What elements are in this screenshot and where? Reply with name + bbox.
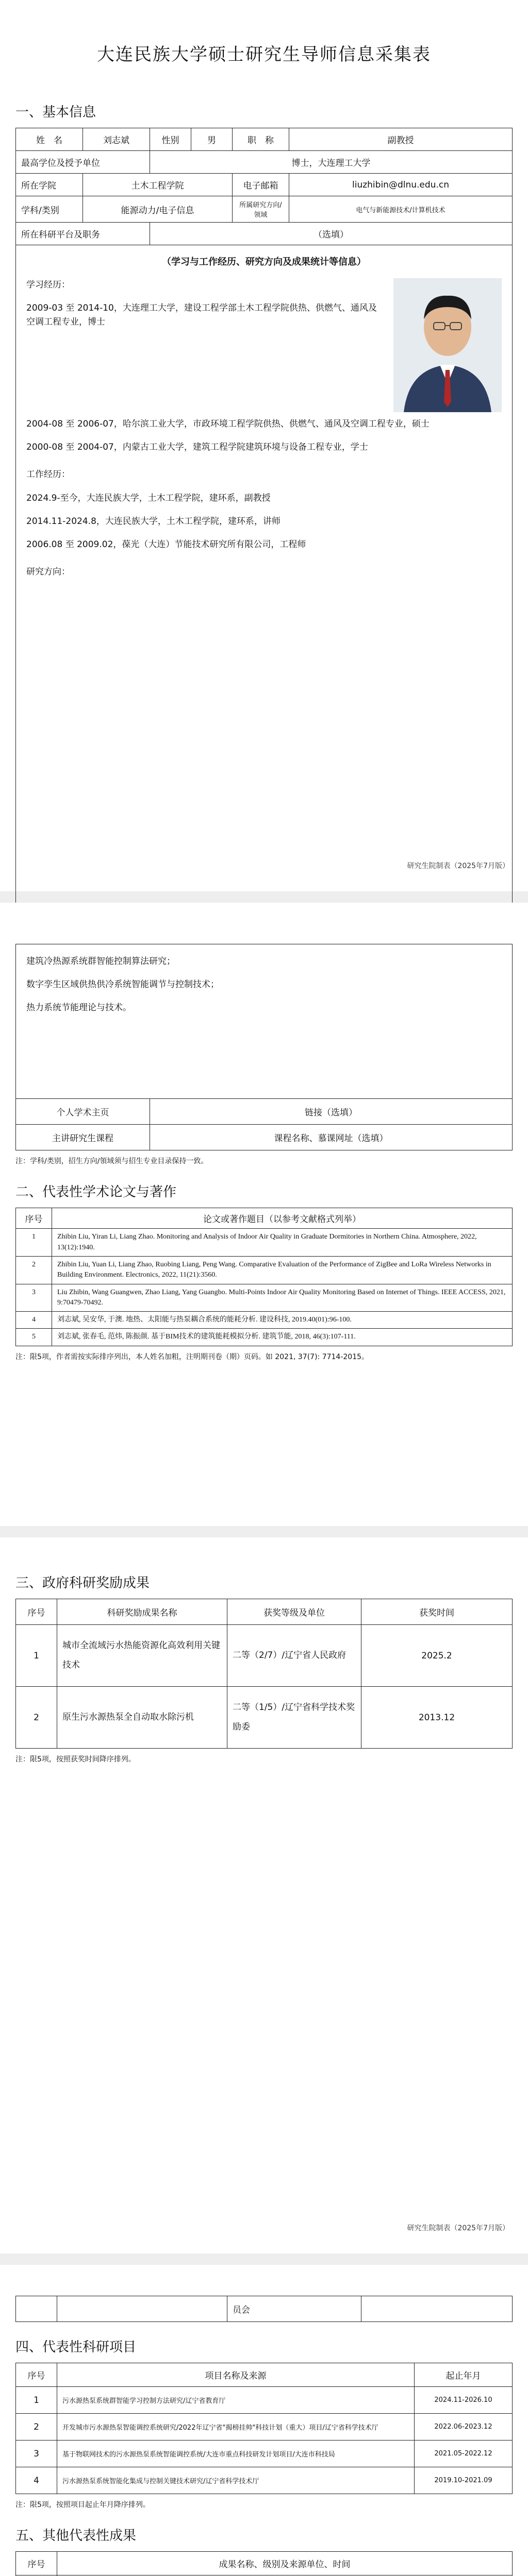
title-value: 副教授 — [289, 128, 513, 151]
awards-table — [15, 1599, 513, 1749]
page-2 — [0, 903, 528, 1526]
paper-index: 2 — [16, 1256, 52, 1284]
awards-col-name: 科研奖励成果名称 — [57, 1599, 227, 1625]
research-item: 数字孪生区域供热供冷系统智能调节与控制技术； — [26, 979, 219, 990]
homepage-table — [15, 1098, 513, 1150]
college-label: 所在学院 — [16, 174, 83, 196]
subject-value: 能源动力/电子信息 — [83, 196, 233, 223]
title-label: 职 称 — [233, 128, 289, 151]
name-label: 姓 名 — [16, 128, 83, 151]
award-time: 2025.2 — [361, 1625, 513, 1687]
team-value: （选填） — [150, 223, 513, 245]
paper-index: 4 — [16, 1312, 52, 1329]
gender-value: 男 — [191, 128, 233, 151]
paper-index: 5 — [16, 1329, 52, 1346]
page-1 — [0, 0, 528, 891]
paper-citation: 刘志斌, 张春毛, 范炜, 陈振颜. 基于BIM技术的建筑能耗模拟分析. 建筑节能, 2018, 46(3):107-111. — [52, 1329, 513, 1346]
grant-time: 2024.11-2026.10 — [415, 2387, 513, 2414]
grants-col-index: 序号 — [16, 2363, 57, 2387]
section-others: 五、其他代表性成果 — [15, 2528, 137, 2544]
awards-col-index: 序号 — [16, 1599, 57, 1625]
homepage-label: 个人学术主页 — [16, 1099, 150, 1125]
edu-item: 2009-03 至 2014-10，大连理工大学，建设工程学部土木工程学院供热、供燃气、通风及空调工程专业，博士 — [26, 303, 377, 328]
paper-citation: Zhibin Liu, Yiran Li, Liang Zhao. Monitoring and Analysis of Indoor Air Quality in Graduate Dormitories in Northern China. Atmosphere, 2022, 13(12):1940. — [52, 1229, 513, 1257]
document-title: 大连民族大学硕士研究生导师信息采集表 — [97, 44, 431, 65]
work-item: 2024.9-至今，大连民族大学，土木工程学院，建环系，副教授 — [26, 493, 271, 503]
grant-name: 污水源热泵系统群智能学习控制方法研究/辽宁省教育厅 — [57, 2387, 415, 2414]
email-value: liuzhibin@dlnu.edu.cn — [289, 174, 513, 196]
paper-citation: 刘志斌, 吴安华, 于澳. 地热、太阳能与热泵耦合系统的能耗分析. 建设科技, 2019.40(01):96-100. — [52, 1312, 513, 1329]
grant-time: 2021.05-2022.12 — [415, 2441, 513, 2467]
others-col-name: 成果名称、级别及来源单位、时间 — [57, 2552, 513, 2575]
gender-label: 性别 — [150, 128, 191, 151]
email-label: 电子邮箱 — [233, 174, 289, 196]
field-label: 所属研究方向/领域 — [233, 196, 289, 223]
paper-index: 3 — [16, 1284, 52, 1312]
work-item: 2014.11-2024.8，大连民族大学，土木工程学院，建环系，讲师 — [26, 516, 280, 527]
grant-name: 基于物联网技术的污水源热泵系统智能调控系统/大连市重点科技研发计划项目/大连市科技局 — [57, 2441, 415, 2467]
basic-info-table — [15, 128, 513, 910]
grants-note: 注：限5项，按照项目起止年月降序排列。 — [15, 2501, 150, 2509]
research-continued — [15, 944, 513, 1099]
awards-col-time: 获奖时间 — [361, 1599, 513, 1625]
page-footer: 研究生院制表（2025年7月版） — [407, 2224, 509, 2232]
award-index: 1 — [16, 1625, 57, 1687]
homepage-note: 注：学科/类别，招生方向/領域须与招生专业目录保持一致。 — [15, 1157, 208, 1165]
papers-note: 注：限5项，作者需按实际排序列出，本人姓名加粗，注明期刊卷（期）页码。如 2021, 37(7): 7714-2015。 — [15, 1352, 369, 1361]
grant-time: 2022.06-2023.12 — [415, 2414, 513, 2441]
grants-table — [15, 2363, 513, 2494]
research-label: 研究方向： — [26, 567, 70, 578]
field-value: 电气与新能源技术/计算机技术 — [289, 196, 513, 223]
research-item: 热力系统节能理论与技术。 — [26, 1003, 131, 1013]
homepage-value: 链接（选填） — [150, 1099, 513, 1125]
course-label: 主讲研究生课程 — [16, 1125, 150, 1150]
work-item: 2006.08 至 2009.02，葆光（大连）节能技术研究所有限公司，工程师 — [26, 539, 306, 550]
section-awards: 三、政府科研奖励成果 — [15, 1575, 150, 1591]
edu-item: 2000-08 至 2004-07，内蒙古工业大学，建筑工程学院建筑环境与设备工程专业，学士 — [26, 442, 368, 453]
award-index: 2 — [16, 1687, 57, 1749]
section-basic-info: 一、基本信息 — [15, 105, 96, 120]
award-level: 二等（1/5）/辽宁省科学技术奖励委 — [227, 1687, 361, 1749]
grants-col-time: 起止年月 — [415, 2363, 513, 2387]
award-level-cont: 员会 — [227, 2296, 361, 2322]
profile-cell — [16, 245, 513, 910]
research-cell — [16, 944, 513, 1099]
name-value: 刘志斌 — [83, 128, 150, 151]
section-papers: 二、代表性学术论文与著作 — [15, 1184, 177, 1200]
paper-citation: Liu Zhibin, Wang Guangwen, Zhao Liang, Yang Guangbo. Multi-Points Indoor Air Quality Monitoring Based on Internet of Things. IEEE ACCESS, 2021, 9:70479-70492. — [52, 1284, 513, 1312]
grants-col-name: 项目名称及来源 — [57, 2363, 415, 2387]
team-label: 所在科研平台及职务 — [16, 223, 150, 245]
award-name: 原生污水源热泵全自动取水除污机 — [57, 1687, 227, 1749]
grant-time: 2019.10-2021.09 — [415, 2467, 513, 2494]
section-grants: 四、代表性科研项目 — [15, 2340, 137, 2355]
paper-index: 1 — [16, 1229, 52, 1257]
papers-col-title: 论文或著作题目（以参考文献格式列举） — [52, 1208, 513, 1229]
profile-heading: （学习与工作经历、研究方向及成果统计等信息） — [162, 257, 366, 267]
grant-index: 2 — [16, 2414, 57, 2441]
edu-item: 2004-08 至 2006-07，哈尔滨工业大学，市政环境工程学院供热、供燃气、通风及空调工程专业，硕士 — [26, 419, 430, 429]
award-name: 城市全流域污水热能资源化高效利用关键技术 — [57, 1625, 227, 1687]
others-table — [15, 2551, 513, 2576]
paper-citation: Zhibin Liu, Yuan Li, Liang Zhao, Ruobing Liang, Peng Wang. Comparative Evaluation of the Performance of ZigBee and LoRa Wireless Networks in Building Environment. Electronics, 2022, 11(21):3560. — [52, 1256, 513, 1284]
portrait-photo — [393, 278, 502, 412]
research-item: 建筑冷热源系统群智能控制算法研究； — [26, 956, 175, 967]
course-value: 课程名称、慕课网址（选填） — [150, 1125, 513, 1150]
edu-label: 学习经历： — [26, 280, 70, 290]
degree-label: 最高学位及授予单位 — [16, 151, 150, 174]
grant-index: 1 — [16, 2387, 57, 2414]
papers-table — [15, 1208, 513, 1346]
grant-name: 污水源热泵系统智能化集成与控制关键技术研究/辽宁省科学技术厅 — [57, 2467, 415, 2494]
page-4 — [0, 2265, 528, 2576]
college-value: 土木工程学院 — [83, 174, 233, 196]
subject-label: 学科/类别 — [16, 196, 83, 223]
work-label: 工作经历： — [26, 469, 70, 480]
page-footer: 研究生院制表（2025年7月版） — [407, 862, 509, 870]
grant-name: 开发城市污水源热泵智能调控系统研究/2022年辽宁省"揭榜挂帅"科技计划（重大）项目/辽宁省科学技术厅 — [57, 2414, 415, 2441]
papers-col-index: 序号 — [16, 1208, 52, 1229]
awards-note: 注：限5项，按照获奖时间降序排列。 — [15, 1755, 136, 1764]
awards-col-level: 获奖等级及单位 — [227, 1599, 361, 1625]
grant-index: 3 — [16, 2441, 57, 2467]
degree-value: 博士，大连理工大学 — [150, 151, 513, 174]
award-time: 2013.12 — [361, 1687, 513, 1749]
grant-index: 4 — [16, 2467, 57, 2494]
page-3 — [0, 1537, 528, 2253]
award-level: 二等（2/7）/辽宁省人民政府 — [227, 1625, 361, 1687]
others-col-index: 序号 — [16, 2552, 57, 2575]
awards-table-continued — [15, 2296, 513, 2322]
